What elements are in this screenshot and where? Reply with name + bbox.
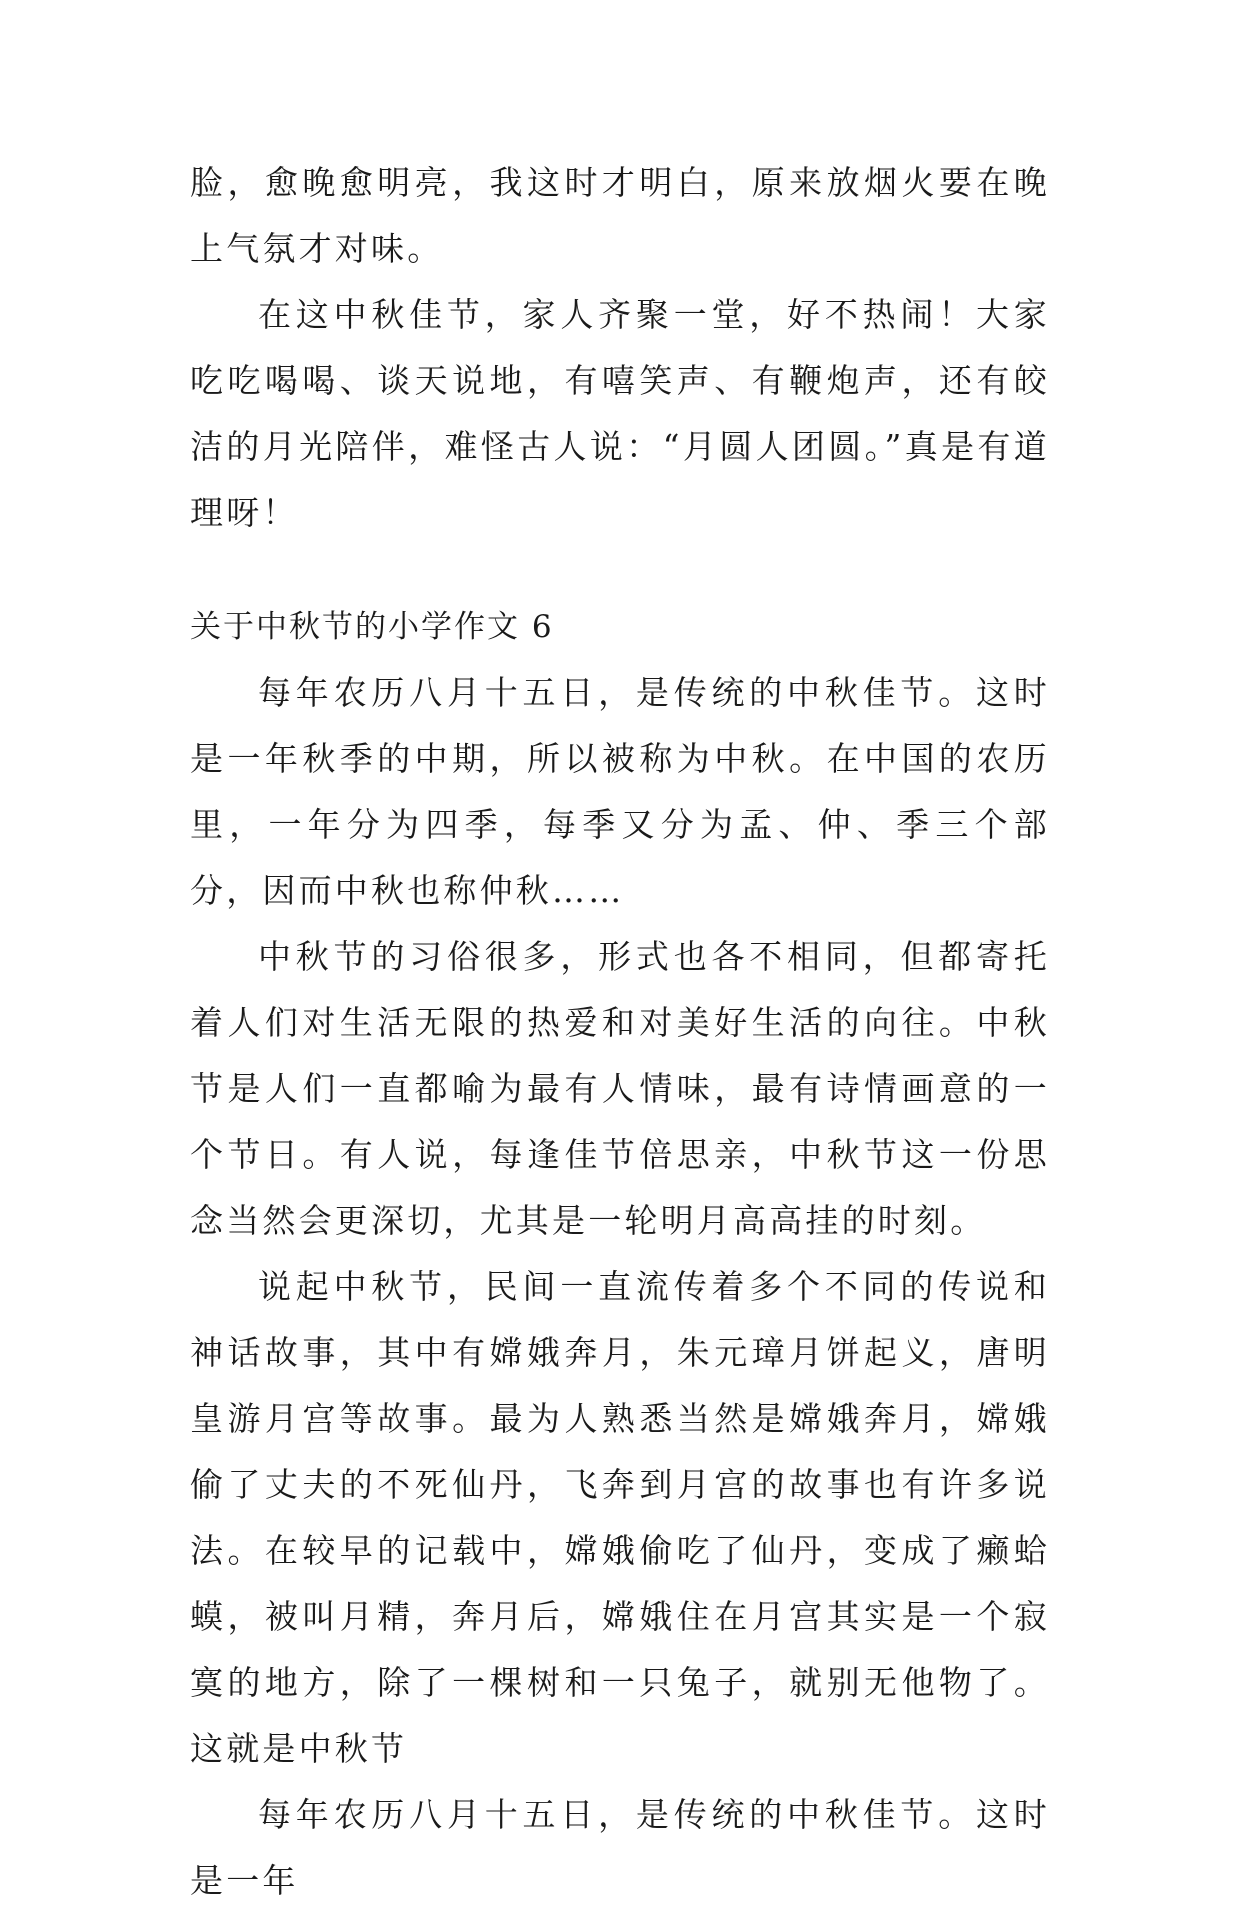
paragraph-intro: 每年农历八月十五日，是传统的中秋佳节。这时是一年秋季的中期，所以被称为中秋。在中国的农历里，一年分为四季，每季又分为孟、仲、季三个部分，因而中秋也称仲秋…… bbox=[190, 673, 1050, 910]
paragraph-customs: 中秋节的习俗很多，形式也各不相同，但都寄托着人们对生活无限的热爱和对美好生活的向往。中秋节是人们一直都喻为最有人情味，最有诗情画意的一个节日。有人说，每逢佳节倍思亲，中秋节这一份思念当然会更深切，尤其是一轮明月高高挂的时刻。 bbox=[190, 937, 1050, 1240]
paragraph-repeat-intro: 每年农历八月十五日，是传统的中秋佳节。这时是一年 bbox=[190, 1795, 1050, 1900]
document-page bbox=[190, 150, 1050, 1914]
paragraph-legends: 说起中秋节，民间一直流传着多个不同的传说和神话故事，其中有嫦娥奔月，朱元璋月饼起义，唐明皇游月宫等故事。最为人熟悉当然是嫦娥奔月，嫦娥偷了丈夫的不死仙丹，飞奔到月宫的故事也有许多说法。在较早的记载中，嫦娥偷吃了仙丹，变成了癞蛤蟆，被叫月精，奔月后，嫦娥住在月宫其实是一个寂寞的地方，除了一棵树和一只兔子，就别无他物了。这就是中秋节 bbox=[190, 1267, 1050, 1768]
essay-title: 关于中秋节的小学作文 6 bbox=[190, 609, 554, 645]
paragraph-mid-autumn-gathering: 在这中秋佳节，家人齐聚一堂，好不热闹！大家吃吃喝喝、谈天说地，有嘻笑声、有鞭炮声，还有皎洁的月光陪伴，难怪古人说：“月圆人团圆。”真是有道理呀！ bbox=[190, 295, 1050, 532]
paragraph-continuation: 脸，愈晚愈明亮，我这时才明白，原来放烟火要在晚上气氛才对味。 bbox=[190, 163, 1050, 268]
